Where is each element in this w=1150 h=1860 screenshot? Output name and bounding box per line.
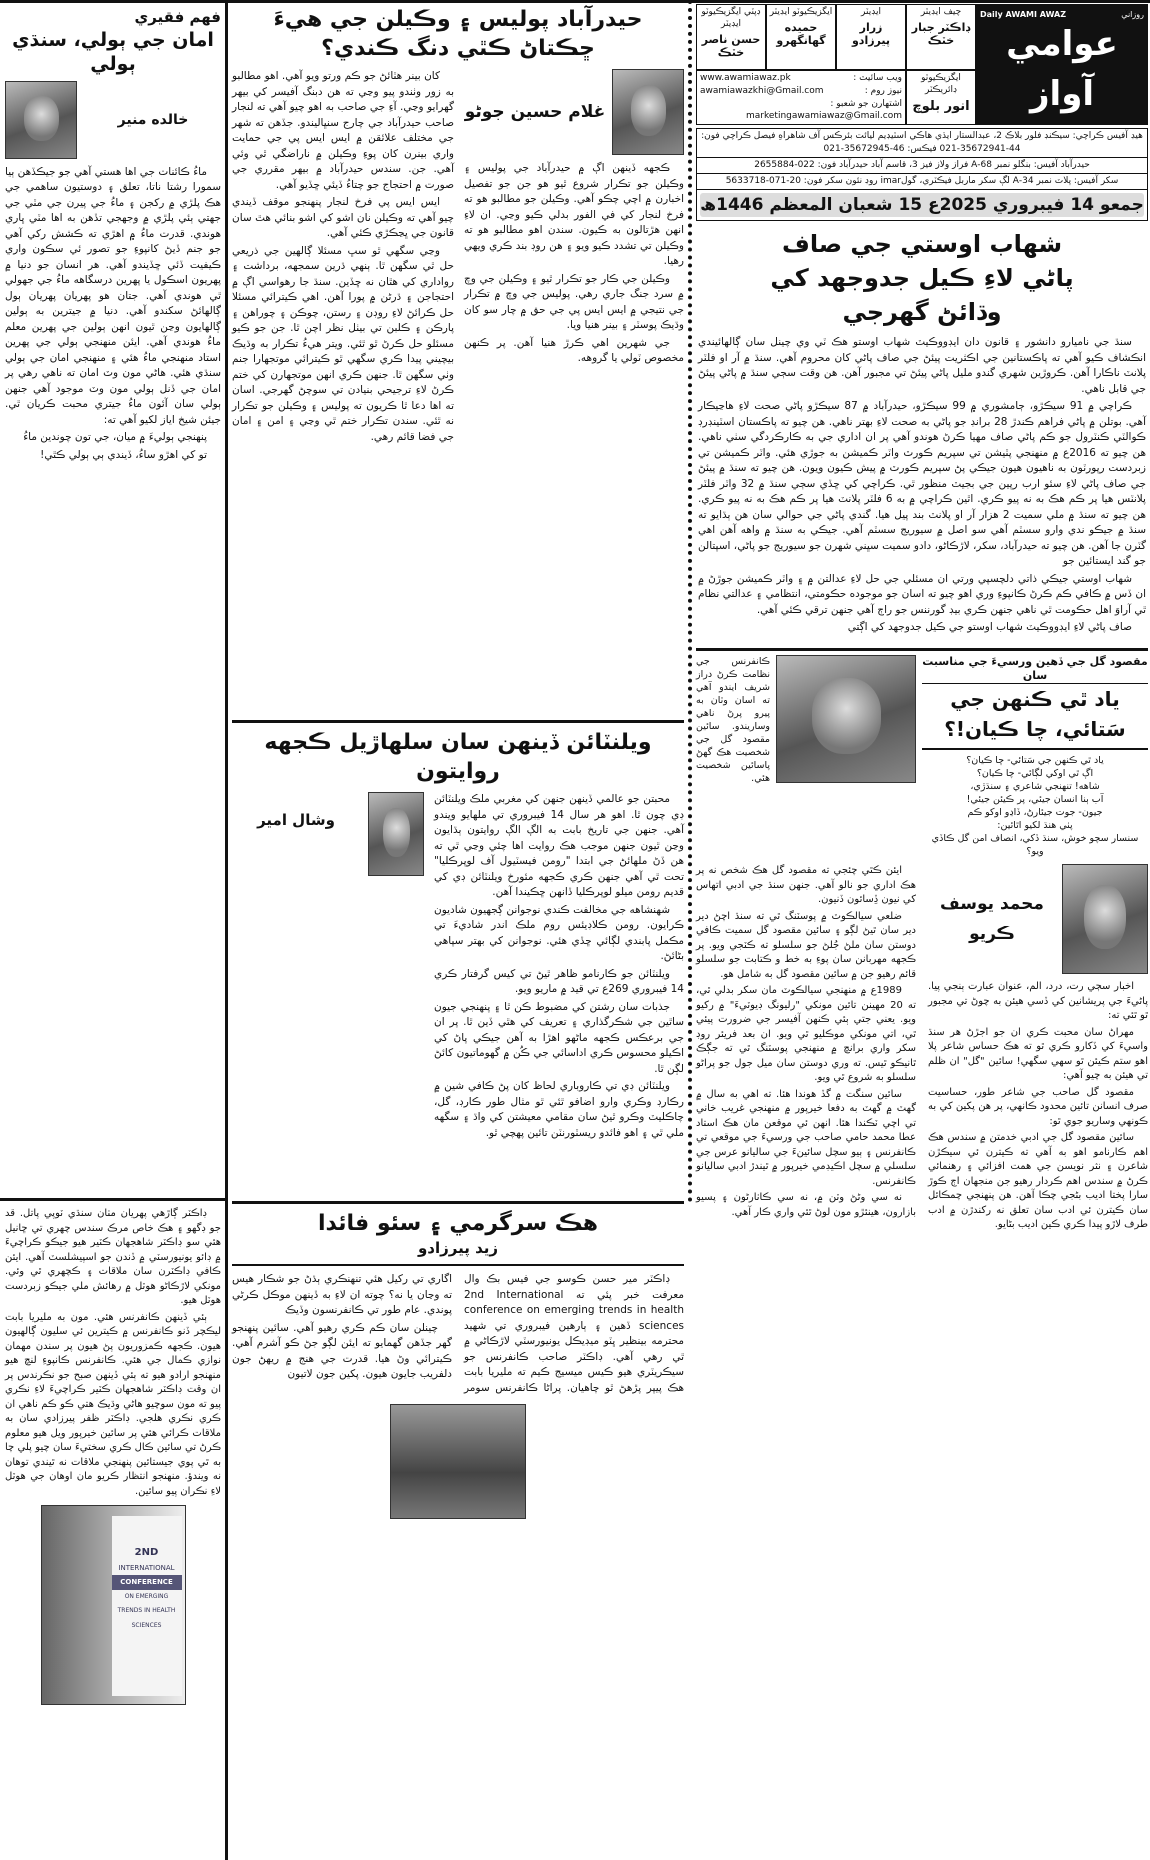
middle-column (232, 0, 684, 1519)
date-text: جمعو 14 فيبروري 2025ع 15 شعبان المعظم 1446ھ (700, 195, 1144, 215)
label: ايڊيٽر (861, 7, 881, 17)
exec-editor-box (766, 4, 836, 70)
mother-tongue-headline: امان جي ٻولي، سنڌي ٻولي (12, 28, 214, 76)
paragraph: سائين سنگت ۾ گڏ هوندا هئا. ته اهي به سال ۾ گهٽ ۾ گهٽ به دفعا خيرپور ۾ منهنجي غريب خاني تي اچي ٽڪندا هئا. انهن ئي موقعن مان هڪ استاد عطا محمد حامي صاحب جي ورسيءَ جي موقعي تي ڪانفرنس ۽ ٻيو سچل سائينءَ جي ساليانو عرس جي سلسلي ۾ سچل اڪيڊمي خيرپور ۾ ٿيندڙ ادبي ساليانو ڪانفرنس. (696, 1088, 916, 1187)
mother-tongue-body (5, 165, 221, 464)
paragraph: ڪراچي ۾ 91 سيڪڙو، ڄامشوري ۾ 99 سيڪڙو، حيدرآباد ۾ 87 سيڪڙو پاڻي صحت لاءِ هاڃيڪار آهي. بوتلن ۾ پاڻي فراهم ڪندڙ 28 برانڊ جو پاڻي به صحت لاءِ بهتر ناهي. هن چيو ته پاڪستان اسٽينڊرڊ ڪوالٽي ڪنٽرول جو ڪم پاڻي صاف مهيا ڪرڻ هوندو آهي پر ان اداري جي به ڪارڪردگي سٺي ناهي. هن چيو ته 2016ع ۾ منهنجي پٽيشن تي سپريم ڪورٽ واٽر ڪميشن به جوڙي هئي. واٽر ڪميشن تي زبردست رپورٽون به ناهيون هيون جيڪي پڻ سپريم ڪورٽ ۾ پيش ڪيون ويون. هن چيو ته سنڌ ۾ پيئڻ جي صاف پاڻي لاءِ سئو ارب رپين جي بجيٽ منظور ٿي. ڪراچي کي ڇڏي سڄي سنڌ ۾ 32 واٽر فلٽر پلانٽس هيا پر ڪم هڪ به نه پيو ڪري. اٿين ڪراچي ۾ به 6 فلٽر پلانٽ هيا پر ڪم هڪ به نه پيو ڪري. هن چيو ته سنڌ ۾ ملي سميت 2 هزار آر او پلانٽ بند پيل هيا. گندي پاڻي جي حوالي سان هن ٻڌايو ته سنڌ ۾ جيڪو ندي وارو سسٽم آهي سو اصل ۾ سيوريج سسٽم آهي. جيڪي به سنڌ ۾ واهه آهن اهي گٽرن جا آهن. هن چيو ته حيدرآباد، سکر، لاڙڪاڻو، دادو سميت سڀني شهرن جو سيوريج جو پاڻي، اسپتالن جو گند ايستائين جو (698, 400, 1147, 567)
maqsood-side-text: ڪانفرنس جي نظامت ڪرڻ دراز شريف ايندو آهي ته اسان وٽان به پيرو پرڻ ناهي وساريندو. سائين مقصود گل جي شخصيت هڪ گهڻ پاسائين شخصيت هئي. (696, 655, 770, 784)
address-karachi: هيڊ آفيس ڪراچي: سيڪنڊ فلور بلاڪ 2، عبدالستار ايڌي هاڪي اسٽيڊيم ليائت بئرڪس آف شاهراهِ فيصل ڪراچي فون: 44-35672941-021 فيڪس: 46-35672945-021 (696, 128, 1148, 158)
newsroom-email[interactable]: awamiawazkhi@Gmail.com (700, 86, 824, 96)
poem-line: جيون- جوت جيئارڻ، ڏاڍو اوکو ڪم (967, 807, 1103, 819)
paragraph: مقصود گل صاحب جي شاعر طور، حساسيت صرف انسانن تائين محدود ڪانهي، پر هن پکين کي به ڪونهي وساريو جوي ٿو: (928, 1086, 1148, 1127)
paragraph: صاف پاڻي لاءِ ايڊووڪيٽ شهاب اوستو جي ڪيل جدوجهد کي اڳتي (847, 621, 1132, 633)
mother-tongue-section (5, 0, 221, 1198)
editorial-headline: شهاب اوستي جي صاف پاڻي لاءِ ڪيل جدوجهد کي وڌائڻ گهرجي (770, 230, 1074, 326)
logo (976, 4, 1148, 125)
author-name: خالده منير (117, 111, 189, 128)
label: چيف ايڊيٽر (920, 7, 962, 17)
author-name: وشال امير (257, 811, 335, 830)
paragraph: ضلعي سيالڪوٽ ۾ پوسٽنگ ٿي ته سنڌ اچڻ دير دير سان ٿيڻ لڳو ۽ سائين مقصود گل سميت ڪافي دوستن سان ملڻ جُلڻ جو سلسلو ته ڪٽجي ويو. پر ڪجهه مهربانن سان پوءِ به خط و ڪتابت جو سلسلو قائم رهيو جن ۾ سائين مقصود گل به شامل هو. (696, 910, 916, 980)
label: ايگزيڪيوٽو ايڊيٽر (769, 7, 833, 17)
banner-text: INTERNATIONAL (118, 1563, 175, 1572)
author-name: غلام حسين جوڻو (464, 102, 606, 123)
poem-line: ياد ٿي ڪنهن جي سَتائي- چا ڪيان؟ (966, 755, 1104, 767)
column-rule (225, 0, 228, 1860)
contact-box (696, 70, 906, 125)
paragraph: ايئن ڪٿي چئجي ته مقصود گل هڪ شخص نه پر هڪ اداري جو نالو آهي. جنهن سنڌ جي ادبي اتهاس کي نيون ڏِسائون ڏنيون. (696, 865, 916, 906)
banner-text: ON EMERGING TRENDS IN HEALTH SCIENCES (117, 1592, 176, 1629)
paragraph: ويلنٽائن ڊي تي ڪاروباري لحاظ کان پڻ ڪافي شين ۾ رڪارڊ وڪري وارو اضافو ٿئي ٿو مثال طور ڪارڊ، گل، چاڪليٽ وڪرو ٿيڻ سان مقامي معيشتن کي واڌ ۽ سگهه ملي ٿي ۽ اهو فائدو ريسٽورنٽن تائين پهچي ٿو. (434, 1080, 684, 1139)
exec-director-box (906, 70, 976, 125)
valentine-headline: ويلنٽائن ڏينهن سان سلهاڙيل ڪجهه روايتون (264, 730, 652, 784)
conference-banner (112, 1516, 182, 1696)
banner-text: 2ND (134, 1547, 159, 1558)
paragraph: سائين مقصود گل جي ادبي خدمتن ۾ سندس هڪ اهم ڪارنامو اهو به آهي ته ڪيترن ئي سيڪڙن شاعرن ۽ نثر نويسن جي همت افزائي ۽ رهنمائي ڪرڻ ۾ سندس اهم ڪردار رهيو جن منجهان اڄ ڪوڙ سارا پختا اديب بڻجي چڪا آهن. هن پنهنجي چمڪائل سان ڪيترن ئي ادب سان تعلق نه رکندڙن ۾ ادب طرف لاڙو پيدا ڪري ڪين اديب بڻايو. (928, 1132, 1148, 1231)
subject-photo (776, 655, 916, 783)
paragraph: اخبار سڄي رت، درد، الم، عنوان عبارت ٻنجي پيا. پاڻيءَ جي پريشانين کي ڏسي هيئن به چوڻ تي مجبور ٿو ٿئي ته: (928, 981, 1148, 1022)
activity-body (232, 1272, 684, 1396)
left-column (5, 0, 221, 1705)
poem-line: آب ٻنا انسان جيئي، پر ڪيئن جيئي! (966, 794, 1104, 806)
exec-director-name: انور بلوچ (912, 99, 970, 114)
paragraph: وڃي سگهي ٿو سڀ مسئلا ڳالهين جي ذريعي حل ٿي سگهن ٿا. ٻنهي ڌرين سمجهه، برداشت ۽ رواداري کي هٿان نه ڇڏين. سنڌ جا رهواسي اڳ ۾ احتجاجن ۽ ڌرڻن ۾ پورا آهن. اهي ڪيترائي مسئلا حل ڪرائڻ لاءِ روڊن ۽ رستن، چوڪن ۽ چوراهن ۽ پارڪن ۽ ڪلبن تي بيٺل نظر اچن ٿا. جن جو ڪيو مسئلو حل ڪرڻ ٿو ٿئي. ويتر هيءُ تڪرار به وڌيڪ بيچيني پيدا ڪري سگهي ٿو ڪيترائي موتجهارا جنم وٺي سگهن ٿا. جنهن ڪري انهن موتجهارن کي ختم ڪرڻ لاءِ ترجيحي بنيادن تي سوچڻ گهرجي. اسان ته اها دعا ٿا ڪريون ته پوليس ۽ وڪيلن جو تڪرار نه ٿئي. سندن تڪرار ختم ٿي وڃي ۽ امن ۽ امان جي فضا قائم رهي. (232, 244, 454, 443)
author-photo (612, 69, 684, 155)
chief-editor-name: ڊاڪٽر جبار خٽڪ (911, 21, 971, 47)
conference-photo (41, 1505, 186, 1705)
valentine-section (232, 723, 684, 1201)
paragraph: ماءُ ڪائنات جي اها هستي آهي جو جيڪڏهن ٻيا سمورا رشتا ناتا، تعلق ۽ دوستيون ساهمي جي هڪ پلڙي ۾ رکجن ۽ ماءُ جي پيرن جي مٽي جي جهتي ٻئي پلڙي ۾ وجهجي تڏهن به اها مٽي ڀاري هوندي. قدرت ماءُ ۾ اهڙي ته ڪشش رکي آهي جو جنم ڏيڻ کانپوءِ جو تصور ئي سڪون واري ڪيفيت ڏئي ڇڏيندو آهي. هر انسان جو دنيا ۾ پهريون اسڪول يا پهرين درسگاهه ماءُ جي جهولي ٿي هوندي آهي. جتان هو پهريان پهريان ٻول ڳالهائڻ سکندو آهي. دنيا ۾ جيترين به ٻولين ڳالهايون وڃن ٿيون انهن ٻولين جي پهرين معلم ماءُ هوندي آهي. ايئن منهنجي ٻولي جي پهرين استاد منهنجي ماءُ هئي ۽ منهنجي امان جي ٻولي سنڌي هئي. هاڻي مون وٽ امان ته ناهي رهي پر امان جي ڏنل ٻولي مون وٽ موجود آهي جنهن ٻولي سان آئون ماءُ جيتري محبت ڪريان ٿي. جيئن شيخ اياز لکيو آهي ته: (5, 165, 221, 426)
paragraph: شهاب اوستي جيڪي ذاتي دلچسپي ورتي ان مسئلي جي حل لاءِ عدالتن ۾ ۽ واٽر ڪميشن جوڙڻ ۾ ان ڏس ۾ ڪافي ڪم ڪرڻ ڪانپوءِ وري اهو چيو ته اسان جو موجوده حڪومتي، انتظامي ۽ عدالتي نظام ٿي آراوَ اهل حڪومت ٿي ناهي جنهن ڪري بيڊ گورننس جو راڄ آهي جنهن ترقي ڪئي آهي. (698, 572, 1146, 616)
paragraph: جذبات سان رشتن کي مضبوط ڪن ٿا ۽ پنهنجي جيون ساٿين جي شڪرگذاري ۽ تعريف کي هٿي ڏين ٿا. پر ان جي برعڪس ڪجهه ماڻهو اهڙا به آهن جيڪي پاڻ کي اڪيلو محسوس ڪري اداسائي جي ڪُن ۾ گهوماتيون کائڻ لڳن ٿا. (434, 1000, 684, 1075)
logo-title: عوامي آواز (1006, 24, 1118, 114)
marketing-email[interactable]: marketingawamiawaz@Gmail.com (746, 111, 902, 121)
label: نيوز روم : (864, 86, 902, 96)
chief-editor-box (906, 4, 976, 70)
label: ايگزيڪيوٽو ڊائريڪٽر (921, 73, 961, 95)
deputy-box (696, 4, 766, 70)
paragraph: سنڌ جي ناميارو دانشور ۽ قانون دان ايڊووڪيٽ شهاب اوستو هڪ ٽي وي چينل سان ڳالهائيندي انڪشاف ڪيو آهي ته پاڪستانين جي اڪثريت پيئڻ جي صاف پاڻي کان محروم آهي. سنڌ ۾ آر او فلٽر پلانٽ ناڪارا آهن. ڪروڙين شهري گندو مليل پاڻي پيئڻ تي مجبور آهن. هن وقت سڄي سنڌ ۾ پاڻي پيئڻ جي قابل ناهي. (698, 336, 1146, 395)
label: اشتهارن جو شعبو : (830, 99, 902, 109)
column-kicker: فهم فقيري (134, 8, 221, 26)
editor-box (836, 4, 906, 70)
maqsood-kicker: مقصود گل جي ڏهين ورسيءَ جي مناسبت سان (922, 655, 1148, 685)
maqsood-header (696, 655, 1148, 859)
author-box (928, 864, 1148, 974)
paragraph: ڪجهه ڏينهن اڳ ۾ حيدرآباد جي پوليس ۽ وڪيلن جو تڪرار شروع ٿيو هو جن جو تفصيل اخبارن ۾ اچي چڪو آهي. وڪيلن جو مطالبو هو ته فرخ لنجار کي في الفور بدلي ڪيو وڃي. ان لاءِ انهن هڙتالون به ڪيون. سندن اهو مطالبو هو ته وڪيلن تي تشدد ڪيو ويو ۽ هن روڊ بند ڪري ويهي رهيا. (464, 162, 684, 268)
maqsood-headline: ياد ٿي ڪنهن جي سَتائي، چا ڪيان!؟ (922, 684, 1148, 750)
author-name: زيد پيرزادو (232, 1239, 684, 1267)
activity-section (232, 1204, 684, 1519)
exec-editor-name: حميده گهانگهرو (776, 21, 826, 47)
date-bar (696, 190, 1148, 221)
poem (922, 754, 1148, 858)
poem-line: پٺي هنڌ لکيو اٿائين: (997, 820, 1073, 832)
poem-line: شاهه! تنهنجي شاعري ۽ سنڌڙي، (970, 781, 1100, 793)
paragraph: ٻئي ڏينهن ڪانفرنس هئي. مون به مليريا بابت ليڪچر ڏنو ڪانفرنس ۾ ڪيترين ئي سليون ڳالهيون هيون. ڪجهه ڪمزوريون پڻ هيون پر سندن مهمان نوازي ڪمال جي هئي. ڪانفرنس ڪانپوءِ لنچ هيو منهنجو ارادو هيو ته ٻئي ڏينهن صبح جو نڪرندس پر ان وقت ڊاڪٽر شاهجهان ڪٽير ڪراچيءَ لاءِ نڪري پيو ته مون سوچيو هاڻي وڌيڪ هتي ڪو ڪم ناهي ان ڪري نڪري هلجي. ڊاڪٽر ظفر پيرزادي سان به ملاقات ڪرائي هئي پر سائين خيرپور ويل هيو معلوم ڪرڻ تي سائين ڪال ڪري سختيءَ سان چيو پلي چا به ٿي پوي جيستائين پنهنجي ملاقات نه ٿيندي توهان نه ويندؤ. منهنجو انتظار ڪريو مان اوهان جي هوٽل لاءِ نڪران پيو سائين. (5, 1311, 221, 1497)
masthead (696, 4, 1148, 125)
paragraph: شهنشاهه جي مخالفت ڪندي نوجوانن ڳجهيون شاديون ڪرايون. رومن ڪلاڊيئس روم ملڪ اندر شاديءَ تي مڪمل پابندي لڳائي ڇڏي هئي. نوجوانن کي بهتر سپاهي بڻائڻ. (434, 903, 684, 963)
author-photo (5, 81, 77, 159)
paragraph: ڊاڪٽر ڳاڙهي پهريان مٺان سنڌي ٽوپي پاتل. قد جو ڊگهو ۽ هڪ خاص مرڪ سندس چهري تي ڇانيل هئي سو ڊاڪٽر شاهجهان ڪٽير هيو جيڪو ڪراچيءَ ۾ ڊائو يونيورسٽي ۾ ڏندن جو اسپيشلسٽ آهي. ايئن ڪافي ڊاڪٽرن سان ملاقات ۽ ڪچهري ٿي وئي. مونکي لاڙڪاڻو هوٽل ۾ رهائش ملي جيڪو زبردست هوٽل هيو. (5, 1208, 221, 1306)
paragraph: وڪيلن جي ڪار جو تڪرار ٿيو ۽ وڪيلن جي وچ ۾ سرد جنگ جاري رهي. پوليس جي وچ ۾ تڪرار جي نتيجي ۾ ايس ايس پي جي حق ۾ چار سو کان وڌيڪ پوسٽر ۽ بينر هنيا ويا. (464, 272, 684, 332)
valentine-body (434, 792, 684, 1143)
conference-paragraphs-first (5, 1207, 221, 1499)
paragraph: 1989ع ۾ منهنجي سيالڪوٽ مان سکر بدلي ٿي، ته 20 مهينن تائين مونکي "رليونگ ڊيوٽيءَ" ۾ رکيو ويو. يعني جتي ٻئي ڪنهن آفيسر جي ضرورت پيئي ٿي، اتي مونکي موڪليو ٿي ويو. ان بعد فريئر روڊ سکر واري برانچ ۾ منهنجي پوسٽنگ ٿي ته جڳڪ ٿانيڪو ٿيس. ته وري دوستن سان ميل جول جو پراڻو سلسلو به شروع ٿي ويو. (696, 985, 917, 1084)
address-sukkur: سکر آفيس: پلاٽ نمبر 34-A لڳ سکر ماربل فيڪٽري، گولimar روڊ نئون سکر فون: 20-071-5633718 (696, 174, 1148, 190)
author-photo (368, 792, 424, 876)
author-photo (1062, 864, 1148, 974)
logo-small: روزاني (1121, 10, 1144, 19)
poem-line: سنسار سچو خوش، سنڌ ڏکي، انصاف امن گل ڪاڏي ويو؟ (931, 833, 1139, 858)
hyderabad-section (232, 0, 684, 720)
paragraph: محبتن جو عالمي ڏينهن جنهن کي مغربي ملڪ ويلنٽائن ڊي چون ٿا. اهو هر سال 14 فيبروري تي ملهايو ويندو آهي. جنهن جي تاريخ بابت به الڳ الڳ روايتون ٻڌايون وڃن ٿيون جنهن موجب هڪ روايت اها چئي وڃي ٿي ته هن ڏڻ ملهائڻ جي ابتدا "رومن فيسٽيول آف لوپرڪليا" تحت ٿي آهي جنهن ڪري ڪجهه مئورخ ويلنٽائن ڊي کي قديم رومن ميلو لوپرڪليا ڏانهن ڇڪيندا آهن. (434, 793, 685, 899)
paragraph: پنهنجي ٻوليءَ ۾ ميان، جي تون چوندين ماءُ (23, 431, 207, 444)
logo-latin: Daily AWAMI AWAZ (980, 10, 1067, 19)
editorial-body (696, 335, 1148, 638)
deputy-name: حسن ناصر خٽڪ (701, 33, 761, 59)
poem-line: اڳ ٿي اوکي لڳائي- چا ڪيان؟ (976, 768, 1094, 780)
paragraph: ايس ايس پي فرخ لنجار پنهنجو موقف ڏيندي چيو آهي ته وڪيلن نان اشو کي اشو بنائي هٿ سان قانون جي ڀڃڪڙي ڪئي آهي. (232, 196, 454, 240)
hyderabad-headline: حيدرآباد پوليس ۽ وڪيلن جي هيءَ ڇڪتاڻ ڪٿي دنگ ڪندي؟ (273, 7, 643, 61)
dotted-column-rule (688, 0, 692, 1203)
conference-group-photo (390, 1404, 526, 1519)
paragraph: مهراڻ سان محبت ڪري ان جو اجڙڻ هر سنڌ واسيءَ کي ڏکارو ڪري ٿو ته هڪ حساس شاعر پلا اهو ستم ڪيئن ٿو سهي سگهي! سائين "گل" ان ظلم تي هيئن به چيو آهي: (928, 1026, 1148, 1082)
banner-text: CONFERENCE (112, 1575, 182, 1590)
paragraph: چينلن سان ڪم ڪري رهيو آهي. سائين پنهنجو گهر جڏهن گهمايو ته ايئن لڳو جڻ ڪو آشرم آهي. ڪيترائي وڻ هيا. قدرت جي هنج ۾ ريهڻ جون دلفريب جايون هيون. پکين جون لاتيون (232, 1321, 452, 1381)
hyderabad-col-left (232, 69, 454, 447)
divider (696, 648, 1148, 651)
paragraph: ويلنٽائن جو ڪارنامو ظاهر ٿيڻ تي کيس گرفتار ڪري 14 فيبروري 269ع تي قيد ۾ ماريو ويو. (434, 967, 684, 996)
maqsood-body (696, 864, 1148, 1233)
editor-name: زرار پيرزادو (851, 21, 891, 47)
website-link[interactable]: www.awamiawaz.pk (700, 73, 791, 83)
author-name: محمد يوسف ڪريو (940, 894, 1044, 945)
paragraph: تو کي اهڙو ساءُ، ڏيندي ٻي ٻولي ڪٿي! (40, 448, 207, 461)
label: ڊپٽي ايگزيڪيوٽو ايڊيٽر (701, 7, 761, 29)
label: ويب سائيٽ : (853, 73, 902, 83)
paragraph: کان بينر هٽائڻ جو ڪم ورتو ويو آهي. اهو مطالبو به زور وٺندو پيو وڃي ته هن دبنگ آفيسر کي بيهر گهرايو وڃي. آءِ جي صاحب به اهو چيو آهي ته لنجار صاحب حيدرآباد جي چارج سنڀاليندو. جڏهن ته شهر جي مختلف علائقن ۾ ايس ايس پي جي حمايت واري بينرن کان پوءِ وڪيلن ۾ ناراضگي ٿي وئي آهي. جن. سندس حيدرآباد ۾ بيهر مقرري جي صورت ۾ احتجاج جو چتاءُ ڏيئي ڇڏيو آهي. (232, 70, 454, 191)
hyderabad-col-right (464, 161, 684, 367)
activity-headline: هڪ سرگرمي ۽ سئو فائدا (317, 1211, 598, 1236)
right-column (696, 0, 1148, 1233)
paragraph: جي شهرين اهي ڪرڙ هنيا آهن. پر ڪنهن مخصوص ٽولي يا گروهه. (464, 336, 684, 365)
conference-body (5, 1201, 221, 1705)
paragraph: نه سي وڻڻ وٽن ۾، نه سي ڪاٺارڻون ۽ پسيو بازارون، هينئڙو مون لوڻ ٿئي واري ڪار آهي. (696, 1192, 916, 1218)
address-hyderabad: حيدرآباد آفيس: بنگلو نمبر 68-A فراز ولاز فيز 3، قاسم آباد حيدرآباد فون: 022-2655884 (696, 158, 1148, 174)
paragraph: ڊاڪٽر مير حسن ڪوسو جي فيس بڪ وال معرفت خبر پئي ته 2nd International conference on emerging trends in health sciences ڏهين ۽ ٻارهين فيبروري تي شهيد محترمه بينظير ڀٽو ميڊيڪل يونيورسٽي لاڙڪاڻي ۾ ٿي رهي آهي. ڊاڪٽر صاحب ڪانفرنس جو سيڪريٽري هيو ڪيس ميسيج ڪيم ته مليريا بابت هڪ پيپر پڙهڻ ٿو چاهيان. پراڻا ڪانفرنس سومر اگاري تي رکيل هئي تنهنڪري ٻڌڻ جو شڪار هيس ته وڃان يا نه؟ چوته ان لاءِ به ڏينهن موڪل ڪرڻي پوندي. عام طور تي ڪانفرنسون وڏيڪ (232, 1273, 684, 1394)
